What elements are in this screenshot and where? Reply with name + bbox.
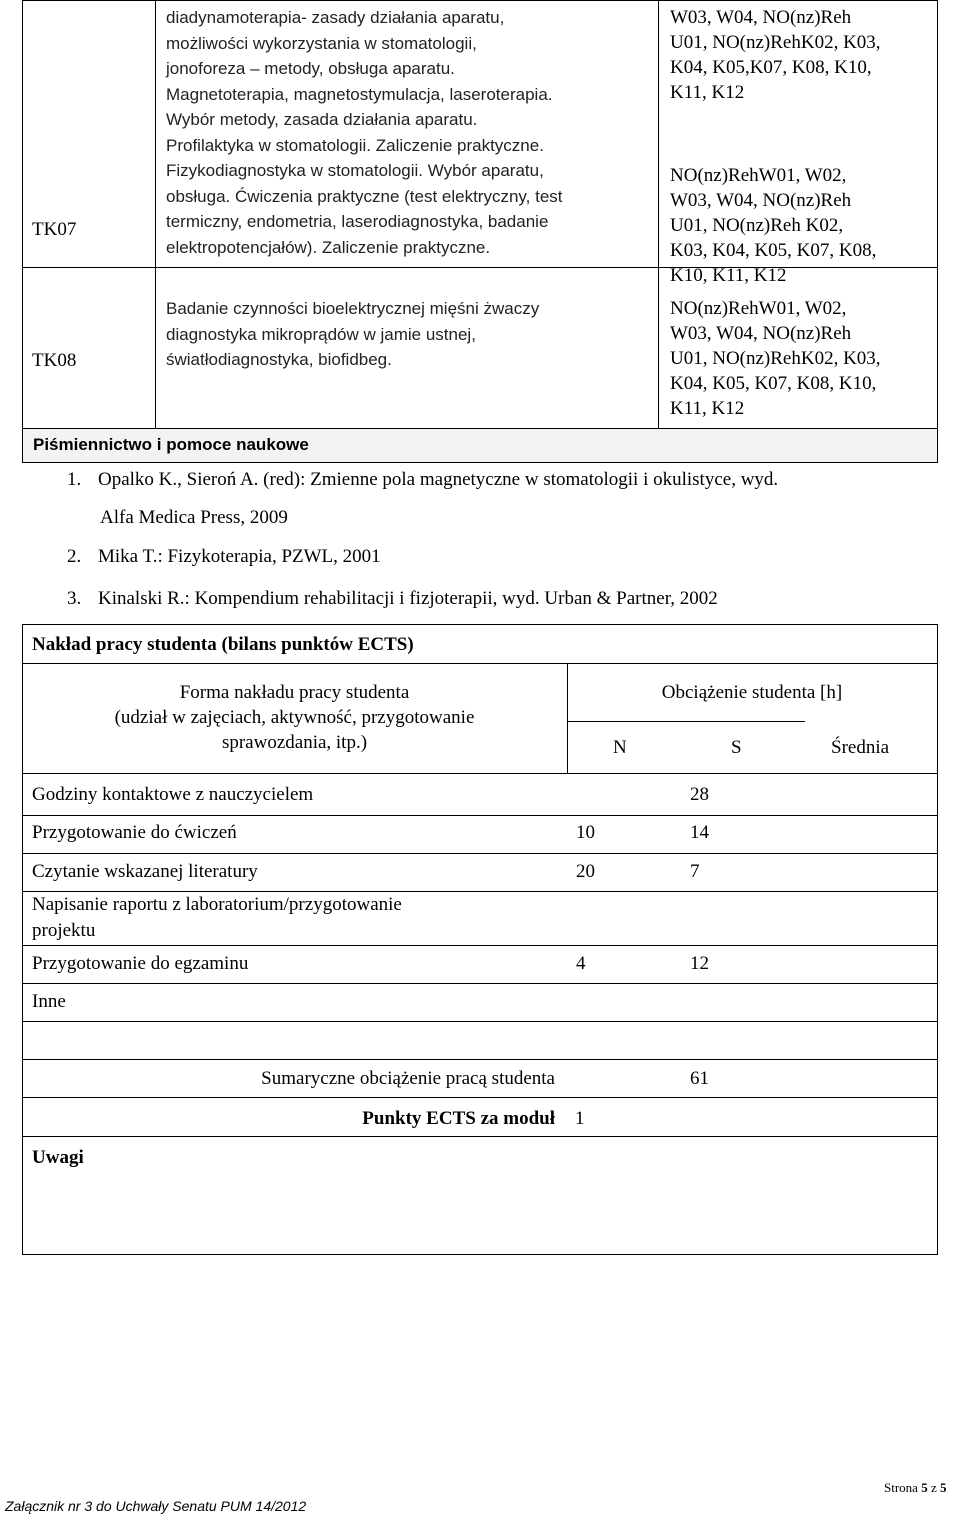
description-line: elektropotencjałów). Zaliczenie praktyczne. [166, 237, 491, 257]
header-line: Forma nakładu pracy studenta [179, 682, 410, 703]
form-header [22, 680, 567, 755]
item-text: Kinalski R.: Kompendium rehabilitacji i fizjoterapii, wyd. Urban & Partner, 2002 [98, 588, 718, 609]
notes-label: Uwagi [32, 1147, 84, 1168]
col-s-header: S [731, 737, 742, 758]
workload-row-n: 10 [576, 822, 595, 843]
workload-row-s: 28 [690, 784, 709, 805]
literature-item-3 [67, 586, 718, 612]
description-line: obsługa. Ćwiczenia praktyczne (test elektryczny, test [166, 186, 563, 206]
ects-value: 1 [575, 1108, 585, 1129]
workload-row-label: Inne [32, 991, 66, 1012]
col-avg-header: Średnia [831, 737, 890, 758]
description-line: Magnetoterapia, magnetostymulacja, laseroterapia. [166, 84, 553, 104]
literature-heading: Piśmiennictwo i pomoce naukowe [33, 435, 309, 454]
workload-row-s: 7 [690, 861, 700, 882]
effect-line: NO(nz)RehW01, W02, [670, 165, 847, 186]
tk07-code: TK07 [32, 219, 77, 240]
item-number: 3. [67, 588, 82, 609]
workload-row-n: 4 [576, 953, 586, 974]
description-line: diadynamoterapia- zasady działania aparatu, [166, 8, 505, 27]
summary-value: 61 [690, 1068, 709, 1089]
item-number: 1. [67, 469, 82, 490]
description-line: termiczny, endometria, laserodiagnostyka, badanie [166, 212, 549, 231]
summary-label: Sumaryczne obciążenie pracą studenta [261, 1068, 555, 1089]
current-page: 5 [921, 1480, 928, 1495]
effect-line: K10, K11, K12 [670, 265, 787, 286]
description-line: Badanie czynności bioelektrycznej mięśni żwaczy [166, 299, 540, 318]
effect-line: NO(nz)RehW01, W02, [670, 298, 847, 319]
workload-heading: Nakład pracy studenta (bilans punktów ECTS) [32, 634, 414, 655]
item-text: Opalko K., Sieroń A. (red): Zmienne pola magnetyczne w stomatologii i okulistyce, wyd. [98, 469, 779, 490]
footer-attachment-note: Załącznik nr 3 do Uchwały Senatu PUM 14/2012 [5, 1498, 307, 1514]
workload-row-s: 12 [690, 953, 709, 974]
workload-row-label: Napisanie raportu z laboratorium/przygotowanie [32, 894, 402, 915]
effect-line: U01, NO(nz)RehK02, K03, [670, 32, 881, 53]
description-line: Fizykodiagnostyka w stomatologii. Wybór aparatu, [166, 161, 544, 180]
effect-line: K11, K12 [670, 398, 745, 419]
workload-row-s: 14 [690, 822, 709, 843]
workload-row-label: Przygotowanie do ćwiczeń [32, 822, 237, 843]
description-line: światłodiagnostyka, biofidbeg. [166, 350, 392, 369]
tk07-effects-a [670, 5, 881, 105]
page-number [884, 1480, 946, 1496]
page-of: z [927, 1480, 940, 1495]
tk08-effects [670, 296, 881, 421]
description-line: Profilaktyka w stomatologii. Zaliczenie praktyczne. [166, 135, 544, 155]
total-pages: 5 [939, 1480, 947, 1495]
ects-label: Punkty ECTS za moduł [362, 1108, 555, 1129]
literature-item-1 [67, 467, 778, 493]
tk07-effects-b [670, 163, 876, 288]
effect-line: K04, K05,K07, K08, K10, [670, 57, 872, 78]
effect-line: W03, W04, NO(nz)Reh [670, 323, 852, 344]
effect-line: K04, K05, K07, K08, K10, [670, 373, 877, 394]
item-number: 2. [67, 546, 82, 567]
description-line: jonoforeza – metody, obsługa aparatu. [166, 59, 455, 78]
tk08-description [166, 296, 539, 373]
page-prefix: Strona [884, 1480, 922, 1495]
description-line: możliwości wykorzystania w stomatologii, [166, 33, 477, 53]
description-line: Wybór metody, zasada działania aparatu. [166, 110, 478, 129]
col-n-header: N [613, 737, 627, 758]
literature-item-1-line2: Alfa Medica Press, 2009 [100, 507, 288, 528]
description-line: diagnostyka mikroprądów w jamie ustnej, [166, 324, 476, 344]
effect-line: W03, W04, NO(nz)Reh [670, 190, 852, 211]
workload-row-label: Czytanie wskazanej literatury [32, 861, 258, 882]
item-text: Mika T.: Fizykoterapia, PZWL, 2001 [98, 546, 381, 567]
workload-row-n: 20 [576, 861, 595, 882]
effect-line: W03, W04, NO(nz)Reh [670, 7, 852, 28]
effect-line: U01, NO(nz)RehK02, K03, [670, 348, 881, 369]
effect-line: U01, NO(nz)Reh K02, [670, 215, 844, 236]
tk07-description [166, 5, 563, 260]
literature-item-2 [67, 544, 381, 570]
workload-row-label: Godziny kontaktowe z nauczycielem [32, 784, 314, 805]
header-line: (udział w zajęciach, aktywność, przygotowanie [114, 707, 475, 728]
effect-line: K03, K04, K05, K07, K08, [670, 240, 877, 261]
workload-row-label-cont: projektu [32, 920, 96, 941]
tk08-code: TK08 [32, 350, 77, 371]
effect-line: K11, K12 [670, 82, 745, 103]
header-line: sprawozdania, itp.) [221, 732, 368, 753]
load-header: Obciążenie studenta [h] [661, 682, 843, 703]
workload-row-label: Przygotowanie do egzaminu [32, 953, 249, 974]
